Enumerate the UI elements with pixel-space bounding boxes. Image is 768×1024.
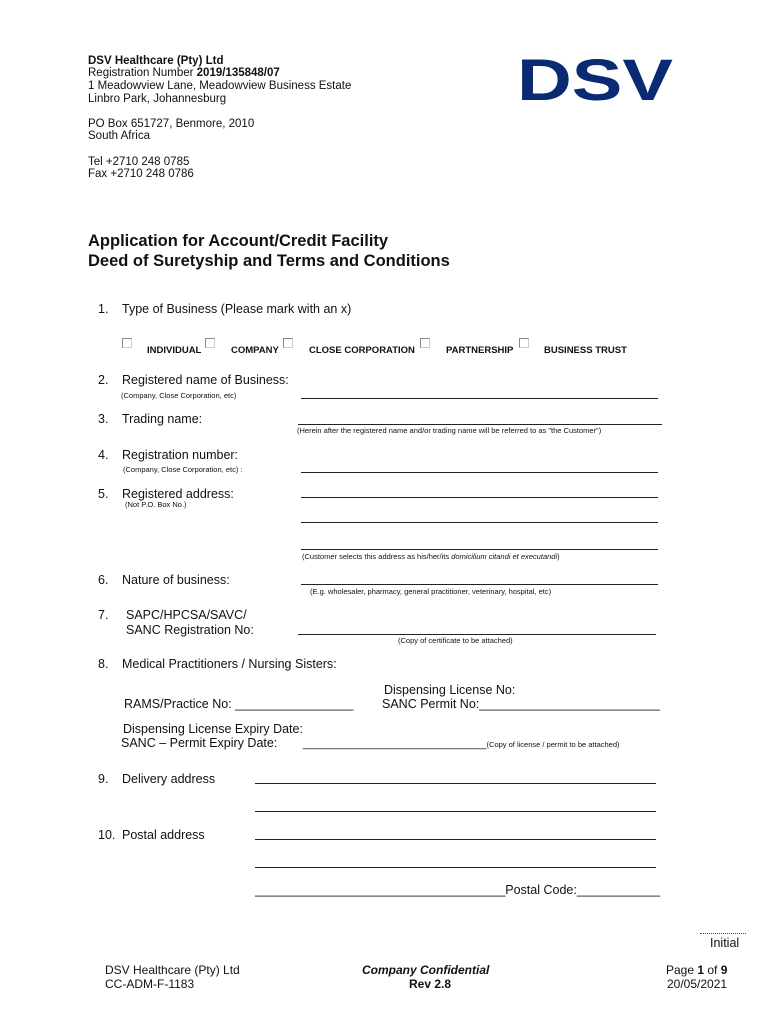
registered-address-input-1[interactable] xyxy=(301,497,658,498)
trading-name-input[interactable] xyxy=(298,424,662,425)
checkbox-partnership[interactable] xyxy=(420,338,430,348)
expiry-note: (Copy of license / permit to be attached) xyxy=(486,740,620,749)
option-close-corporation-label: CLOSE CORPORATION xyxy=(309,345,415,356)
q10-number: 10. xyxy=(98,828,116,842)
footer-rev: Rev 2.8 xyxy=(409,977,452,991)
registered-address-input-3[interactable] xyxy=(301,549,658,550)
page-of: of xyxy=(704,963,721,977)
checkbox-individual[interactable] xyxy=(122,338,132,348)
registration-number xyxy=(88,67,280,80)
postal-address-input-1[interactable] xyxy=(255,839,656,840)
page-number: 1 xyxy=(697,963,705,977)
expiry-date-field[interactable] xyxy=(303,738,620,750)
company-name: DSV Healthcare (Pty) Ltd xyxy=(88,55,224,67)
delivery-address-input-2[interactable] xyxy=(255,811,656,812)
footer-page xyxy=(666,963,727,977)
fax: Fax +2710 248 0786 xyxy=(88,168,194,180)
delivery-address-input-1[interactable] xyxy=(255,783,656,784)
q6-label: Nature of business: xyxy=(122,573,230,587)
q2-sub: (Company, Close Corporation, etc) xyxy=(121,391,237,400)
footer-doc-code: CC-ADM-F-1183 xyxy=(105,977,195,991)
q3-label: Trading name: xyxy=(122,412,203,426)
initial-line[interactable] xyxy=(700,933,746,934)
po-box: PO Box 651727, Benmore, 2010 xyxy=(88,118,255,130)
checkbox-company[interactable] xyxy=(205,338,215,348)
address-line-1: 1 Meadowview Lane, Meadowview Business Estate xyxy=(88,80,352,92)
q8-number: 8. xyxy=(98,657,109,671)
q2-number: 2. xyxy=(98,373,109,387)
q5-number: 5. xyxy=(98,487,109,501)
country: South Africa xyxy=(88,130,151,142)
option-partnership-label: PARTNERSHIP xyxy=(446,345,514,356)
rams-practice-field[interactable]: RAMS/Practice No: _________________ xyxy=(124,697,354,711)
postal-address-input-2[interactable] xyxy=(255,867,656,868)
q5-label: Registered address: xyxy=(122,487,234,501)
registration-no-input[interactable] xyxy=(298,634,656,635)
nature-of-business-input[interactable] xyxy=(301,584,658,585)
q1-label: Type of Business (Please mark with an x) xyxy=(122,302,352,316)
sanc-expiry-label: SANC – Permit Expiry Date: xyxy=(121,736,278,750)
q7-number: 7. xyxy=(98,608,109,622)
q5-note-em: domicilium citandi et executandi xyxy=(451,552,558,561)
q3-number: 3. xyxy=(98,412,109,426)
q4-sub: (Company, Close Corporation, etc) : xyxy=(123,465,243,474)
page-subtitle: Deed of Suretyship and Terms and Conditions xyxy=(88,252,450,270)
footer-confidential: Company Confidential xyxy=(362,963,490,977)
q4-number: 4. xyxy=(98,448,109,462)
dispensing-expiry-label: Dispensing License Expiry Date: xyxy=(123,722,303,736)
q3-note: (Herein after the registered name and/or trading name will be referred to as "the Customer") xyxy=(297,426,602,435)
q10-label: Postal address xyxy=(122,828,205,842)
option-company-label: COMPANY xyxy=(231,345,279,356)
registered-address-input-2[interactable] xyxy=(301,522,658,523)
q1-number: 1. xyxy=(98,302,109,316)
checkbox-close-corporation[interactable] xyxy=(283,338,293,348)
initial-label: Initial xyxy=(710,936,740,950)
q4-label: Registration number: xyxy=(122,448,239,462)
registration-label: Registration Number xyxy=(88,67,197,79)
checkbox-business-trust[interactable] xyxy=(519,338,529,348)
registered-name-input[interactable] xyxy=(301,398,658,399)
q6-note: (E.g. wholesaler, pharmacy, general practitioner, veterinary, hospital, etc) xyxy=(310,587,552,596)
dispensing-license-label: Dispensing License No: xyxy=(384,683,516,697)
address-line-2: Linbro Park, Johannesburg xyxy=(88,93,227,105)
q7-note: (Copy of certificate to be attached) xyxy=(398,636,513,645)
page-title: Application for Account/Credit Facility xyxy=(88,232,389,250)
q5-note-post: ) xyxy=(557,552,560,561)
page-total: 9 xyxy=(720,963,728,977)
page-prefix: Page xyxy=(666,963,698,977)
registration-value: 2019/135848/07 xyxy=(196,67,280,79)
expiry-date-line: ______________________________ xyxy=(303,738,487,750)
q6-number: 6. xyxy=(98,573,109,587)
telephone: Tel +2710 248 0785 xyxy=(88,156,190,168)
postal-code-field[interactable]: ____________________________________Postal Code:____________ xyxy=(255,883,661,897)
registration-number-input[interactable] xyxy=(301,472,658,473)
footer-company: DSV Healthcare (Pty) Ltd xyxy=(105,963,240,977)
footer-date: 20/05/2021 xyxy=(667,977,728,991)
logo-text: DSV xyxy=(517,56,674,102)
sanc-permit-field[interactable]: SANC Permit No:__________________________ xyxy=(382,697,660,711)
option-business-trust-label: BUSINESS TRUST xyxy=(544,345,627,356)
q2-label: Registered name of Business: xyxy=(122,373,289,387)
q5-note xyxy=(302,552,560,561)
q7-label-1: SAPC/HPCSA/SAVC/ xyxy=(126,608,247,622)
q8-label: Medical Practitioners / Nursing Sisters: xyxy=(122,657,337,671)
q5-note-pre: (Customer selects this address as his/her/its xyxy=(302,552,452,561)
q5-sub: (Not P.O. Box No.) xyxy=(125,500,187,509)
option-individual-label: INDIVIDUAL xyxy=(147,345,202,356)
q9-number: 9. xyxy=(98,772,109,786)
q7-label-2: SANC Registration No: xyxy=(126,623,254,637)
q9-label: Delivery address xyxy=(122,772,216,786)
dsv-logo xyxy=(516,56,674,102)
